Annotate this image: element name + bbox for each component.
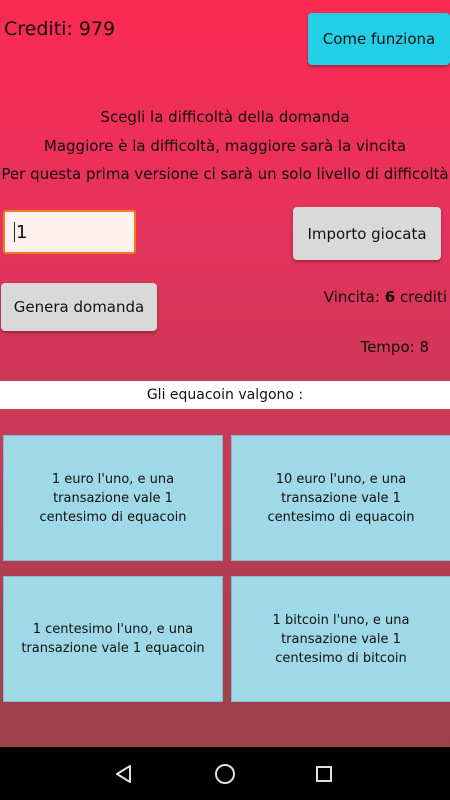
- answer-button-4[interactable]: 1 bitcoin l'uno, e una transazione vale 1 centesimo di bitcoin: [231, 576, 450, 702]
- question-text: Gli equacoin valgono :: [0, 381, 450, 409]
- how-it-works-button[interactable]: Come funziona: [308, 13, 450, 65]
- back-triangle-icon: [113, 763, 135, 785]
- text-caret: [14, 222, 15, 242]
- difficulty-title: Scegli la difficoltà della domanda: [100, 108, 350, 126]
- recents-square-icon: [313, 763, 335, 785]
- generate-question-button[interactable]: Genera domanda: [1, 283, 157, 331]
- bet-amount-input[interactable]: [3, 210, 136, 254]
- answer-button-2[interactable]: 10 euro l'uno, e una transazione vale 1 centesimo di equacoin: [231, 435, 450, 561]
- nav-recents-button[interactable]: [294, 747, 354, 800]
- credits-label: Crediti: 979: [4, 18, 116, 40]
- android-navigation-bar: [0, 747, 450, 800]
- nav-back-button[interactable]: [94, 747, 154, 800]
- winnings-value: 6: [384, 288, 396, 306]
- difficulty-note: Per questa prima versione ci sarà un solo livello di difficoltà: [1, 165, 449, 183]
- home-circle-icon: [213, 762, 237, 786]
- nav-home-button[interactable]: [195, 747, 255, 800]
- timer-label: Tempo: 8: [360, 338, 429, 356]
- answer-button-3[interactable]: 1 centesimo l'uno, e una transazione vale 1 equacoin: [3, 576, 223, 702]
- winnings-prefix: Vincita:: [323, 288, 380, 306]
- winnings-suffix: crediti: [399, 288, 447, 306]
- bet-amount-button[interactable]: Importo giocata: [293, 207, 441, 260]
- winnings-label: [324, 288, 447, 306]
- answer-button-1[interactable]: 1 euro l'uno, e una transazione vale 1 centesimo di equacoin: [3, 435, 223, 561]
- difficulty-hint: Maggiore è la difficoltà, maggiore sarà la vincita: [43, 137, 407, 155]
- bet-amount-value: 1: [16, 221, 28, 243]
